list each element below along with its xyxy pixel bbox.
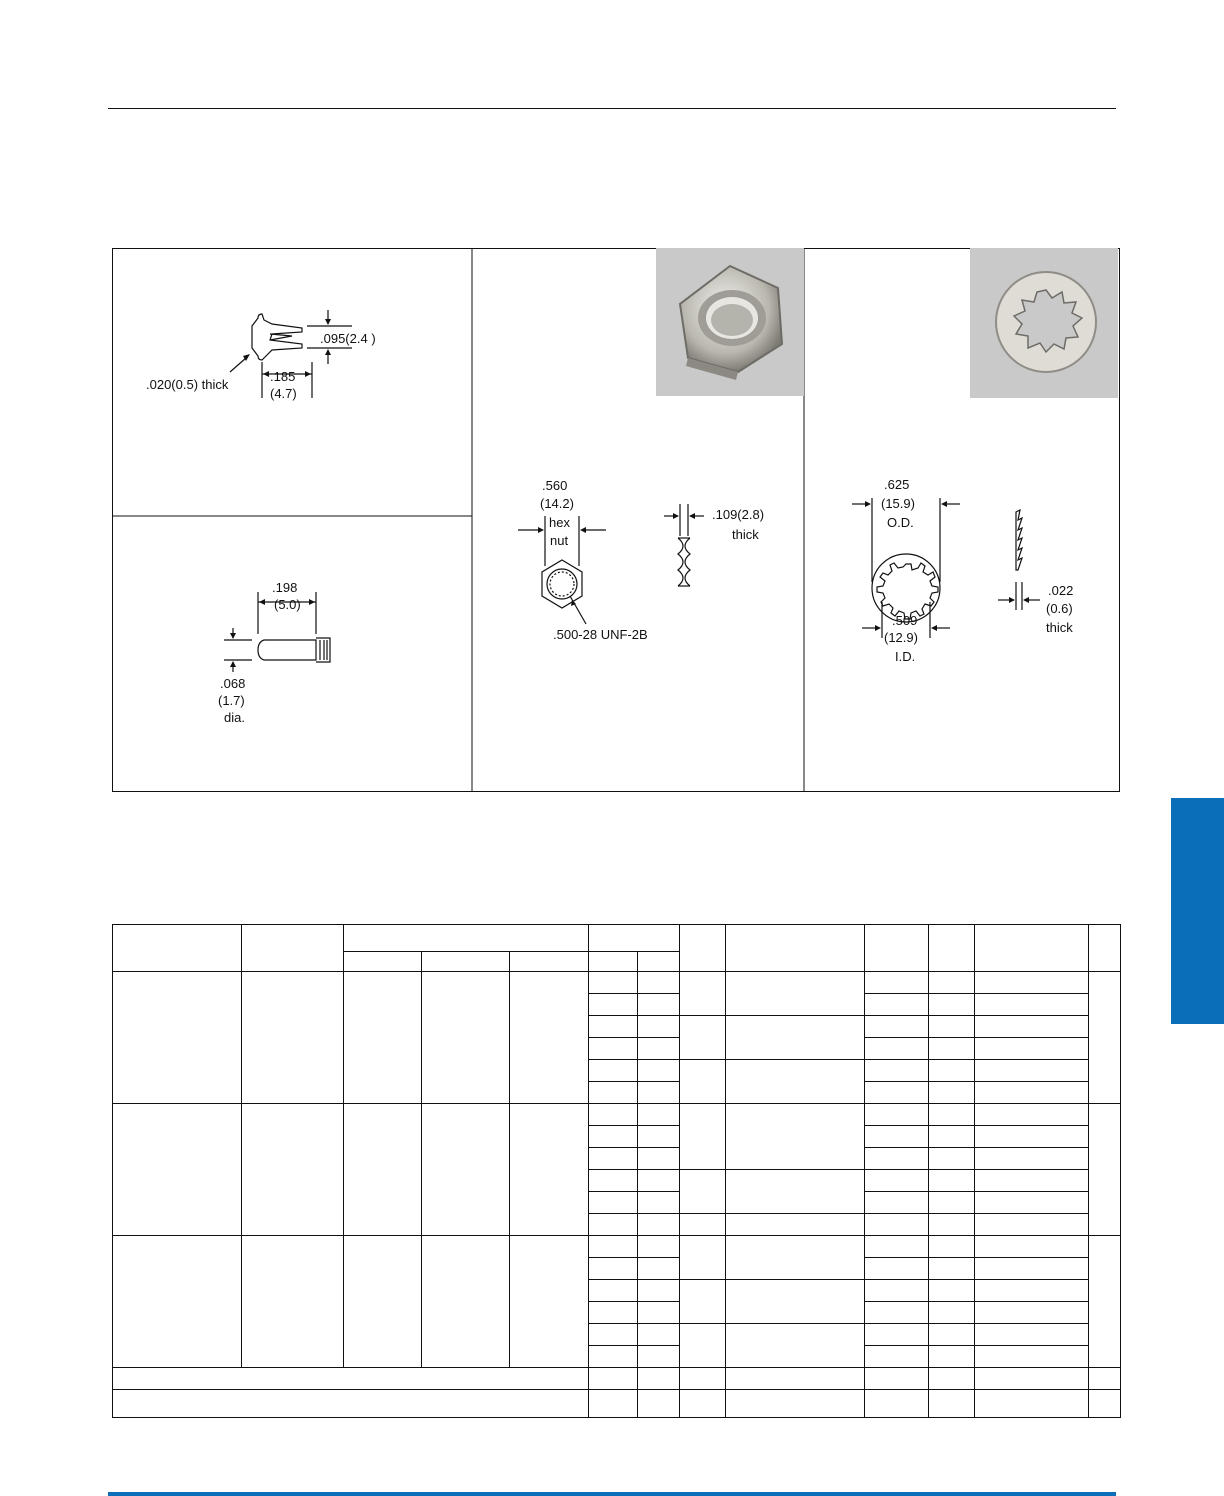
pin-diameter-mm: (1.7) xyxy=(218,693,245,708)
nut-label-hex: hex xyxy=(549,515,570,530)
clip-thickness: .020(0.5) thick xyxy=(146,377,229,392)
lock-washer-drawing xyxy=(852,498,1040,638)
terminal-clip-drawing xyxy=(230,310,352,398)
specification-table xyxy=(112,924,1121,1418)
table-row xyxy=(113,1104,1121,1126)
nut-thickness-label: thick xyxy=(732,527,759,542)
hex-nut-photo-icon xyxy=(656,248,804,396)
table-header-row xyxy=(113,925,1121,952)
clip-dim-length-mm: (4.7) xyxy=(270,386,297,401)
nut-thread: .500-28 UNF-2B xyxy=(553,627,648,642)
table-row xyxy=(113,1368,1121,1390)
table-row xyxy=(113,972,1121,994)
washer-id-mm: (12.9) xyxy=(884,630,918,645)
washer-id: .509 xyxy=(892,613,918,628)
drawing-frame xyxy=(112,248,1120,792)
clip-dim-width: .095(2.4 ) xyxy=(320,331,376,346)
washer-thickness: .022 xyxy=(1048,583,1074,598)
top-rule xyxy=(108,108,1116,109)
nut-width-mm: (14.2) xyxy=(540,496,574,511)
bottom-rule xyxy=(108,1492,1116,1496)
clip-dim-length: .185 xyxy=(270,369,296,384)
pin-diameter-label: dia. xyxy=(224,710,245,725)
washer-thickness-mm: (0.6) xyxy=(1046,601,1073,616)
pin-diameter: .068 xyxy=(220,676,246,691)
table-row xyxy=(113,1236,1121,1258)
hex-nut-drawing xyxy=(518,504,704,624)
nut-width: .560 xyxy=(542,478,568,493)
table-row xyxy=(113,1390,1121,1418)
pin-length: .198 xyxy=(272,580,298,595)
washer-od-label: O.D. xyxy=(887,515,914,530)
washer-od: .625 xyxy=(884,477,910,492)
pin-length-mm: (5.0) xyxy=(274,597,301,612)
lock-washer-photo-icon xyxy=(970,248,1118,398)
nut-thickness: .109(2.8) xyxy=(712,507,765,522)
hardware-drawings-panel xyxy=(112,248,1120,792)
nut-label-nut: nut xyxy=(550,533,569,548)
washer-od-mm: (15.9) xyxy=(881,496,915,511)
washer-id-label: I.D. xyxy=(895,649,916,664)
section-tab xyxy=(1171,798,1224,1024)
washer-thickness-label: thick xyxy=(1046,620,1073,635)
